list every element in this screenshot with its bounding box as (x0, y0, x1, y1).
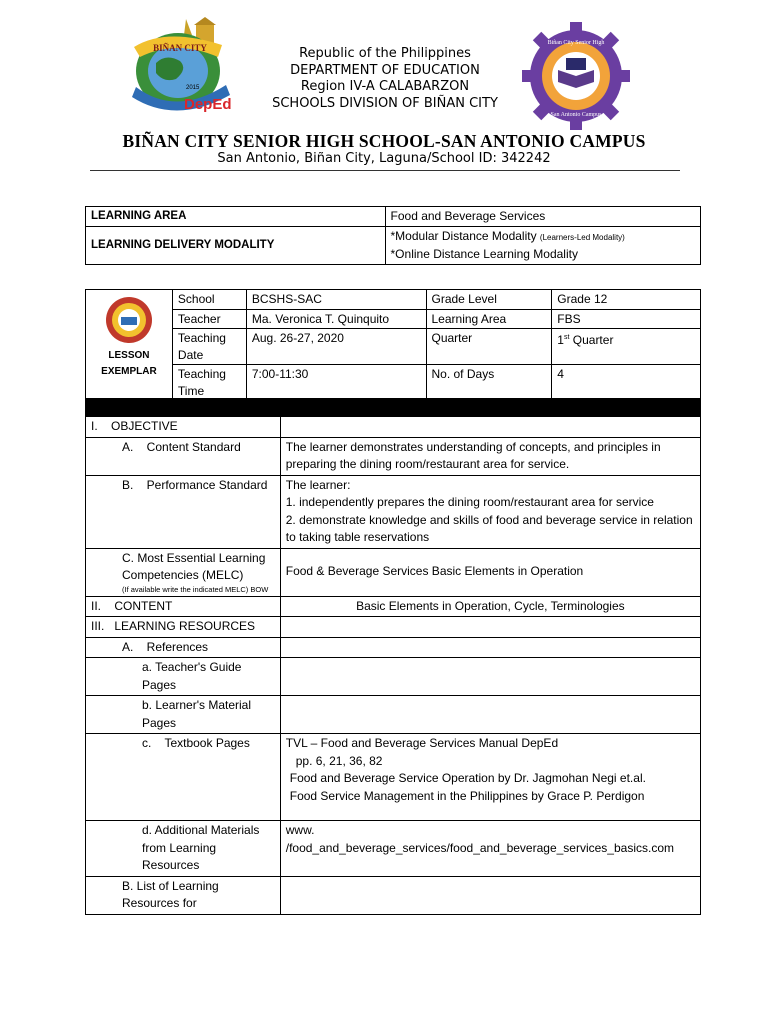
table-row (86, 617, 701, 638)
learners-material-label: b. Learner's Material Pages (86, 696, 281, 734)
school-address: San Antonio, Biñan City, Laguna/School ID: 342242 (217, 151, 551, 166)
lesson-exemplar-cell (86, 290, 173, 401)
learning-area-value: FBS (552, 309, 701, 329)
teacher-value: Ma. Veronica T. Quinquito (246, 309, 426, 329)
table-row (86, 696, 701, 734)
learning-resources-label: III. LEARNING RESOURCES (86, 617, 281, 638)
table-row (86, 596, 701, 617)
table-row (86, 437, 701, 475)
svg-text:2015: 2015 (186, 85, 200, 91)
content-label: II. CONTENT (86, 596, 281, 617)
table-row (86, 734, 701, 821)
table-row (86, 821, 701, 877)
quarter-value: 1st Quarter (552, 329, 701, 365)
melc-value: Food & Beverage Services Basic Elements in Operation (280, 548, 700, 596)
modality-label: LEARNING DELIVERY MODALITY (86, 227, 386, 265)
school-name: BIÑAN CITY SENIOR HIGH SCHOOL-SAN ANTONIO CAMPUS (122, 131, 646, 151)
header-line: Region IV-A CALABARZON (300, 79, 470, 94)
binan-city-deped-logo (126, 17, 238, 119)
table-row (86, 227, 701, 265)
quarter-label: Quarter (426, 329, 552, 365)
no-of-days-value: 4 (552, 365, 701, 401)
svg-text:San Antonio Campus: San Antonio Campus (550, 112, 602, 118)
melc-label: C. Most Essential Learning Competencies (MELC) (If available write the indicated MELC) BOW (86, 548, 281, 596)
table-row (86, 309, 701, 329)
table-row (86, 365, 701, 401)
references-label: A. References (86, 637, 281, 658)
additional-materials-value: www. /food_and_beverage_services/food_and_beverage_services_basics.com (280, 821, 700, 877)
teaching-time-label: Teaching Time (172, 365, 246, 401)
svg-text:Biñan City Senior High: Biñan City Senior High (547, 40, 605, 46)
header-line: SCHOOLS DIVISION OF BIÑAN CITY (272, 95, 498, 111)
lesson-exemplar-title: LESSON EXEMPLAR (101, 350, 157, 377)
content-standard-value: The learner demonstrates understanding of concepts, and principles in preparing the dining room/restaurant area for service. (280, 437, 700, 475)
learning-area-table (85, 206, 701, 265)
textbook-pages-label: c. Textbook Pages (86, 734, 281, 821)
header-line: DEPARTMENT OF EDUCATION (290, 62, 480, 78)
grade-level-value: Grade 12 (552, 290, 701, 310)
table-row (86, 475, 701, 548)
table-row (86, 876, 701, 914)
textbook-pages-value: TVL – Food and Beverage Services Manual DepEd pp. 6, 21, 36, 82 Food and Beverage Service Operation by Dr. Jagmohan Negi et.al. Food Service Management in the Philippines by Grace P. Perdigon (280, 734, 700, 821)
school-value: BCSHS-SAC (246, 290, 426, 310)
school-seal-icon (104, 295, 154, 345)
header-divider (90, 170, 680, 171)
grade-level-label: Grade Level (426, 290, 552, 310)
black-bar (86, 399, 701, 417)
teachers-guide-label: a. Teacher's Guide Pages (86, 658, 281, 696)
teaching-date-value: Aug. 26-27, 2020 (246, 329, 426, 365)
objective-label: I. OBJECTIVE (86, 417, 281, 438)
lesson-plan-table (85, 398, 701, 915)
teaching-time-value: 7:00-11:30 (246, 365, 426, 401)
learning-area-label: Learning Area (426, 309, 552, 329)
school-label: School (172, 290, 246, 310)
teacher-label: Teacher (172, 309, 246, 329)
modality-value: *Modular Distance Modality (Learners-Led Modality) *Online Distance Learning Modality (385, 227, 700, 265)
content-value: Basic Elements in Operation, Cycle, Terminologies (280, 596, 700, 617)
header-lines (240, 46, 530, 112)
performance-standard-value: The learner: 1. independently prepares the dining room/restaurant area for service 2. demonstrate knowledge and skills of food and beverage service in relation to taking table reservations (280, 475, 700, 548)
table-row (86, 548, 701, 596)
table-row (86, 637, 701, 658)
header-line: Republic of the Philippines (299, 46, 471, 61)
table-row (86, 207, 701, 227)
table-row (86, 417, 701, 438)
table-row (86, 290, 701, 310)
learning-area-value: Food and Beverage Services (385, 207, 700, 227)
lesson-exemplar-table (85, 289, 701, 401)
table-row (86, 658, 701, 696)
additional-materials-label: d. Additional Materials from Learning Resources (86, 821, 281, 877)
school-seal-logo (522, 22, 630, 130)
logo-text: BIÑAN CITY (153, 43, 207, 53)
learning-area-label: LEARNING AREA (86, 207, 386, 227)
no-of-days-label: No. of Days (426, 365, 552, 401)
table-row (86, 329, 701, 365)
performance-standard-label: B. Performance Standard (86, 475, 281, 548)
content-standard-label: A. Content Standard (86, 437, 281, 475)
document-header (0, 0, 768, 185)
teaching-date-label: Teaching Date (172, 329, 246, 365)
list-of-resources-label: B. List of Learning Resources for (86, 876, 281, 914)
svg-text:DepEd: DepEd (184, 96, 232, 113)
